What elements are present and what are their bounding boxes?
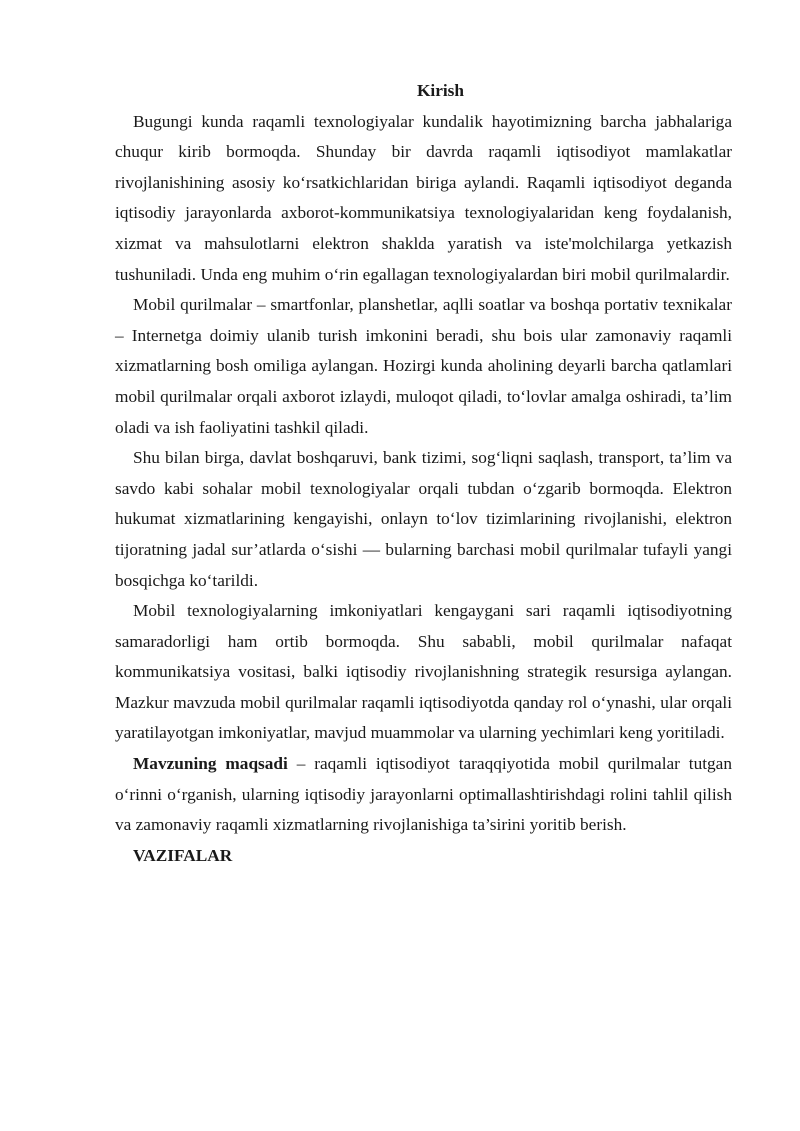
purpose-label: Mavzuning maqsadi xyxy=(133,754,288,774)
tasks-heading: VAZIFALAR xyxy=(133,845,233,865)
paragraph-purpose xyxy=(115,749,732,841)
paragraph-efficiency: Mobil texnologiyalarning imkoniyatlari kengaygani sari raqamli iqtisodiyotning samaradorligi ham ortib bormoqda. Shu sababli, mobil qurilmalar nafaqat kommunikatsiya vositasi, balki iqtisodiy rivojlanishning strategik resursiga aylangan. Mazkur mavzuda mobil qurilmalar raqamli iqtisodiyotda qanday rol oʻynashi, ular orqali yaratilayotgan imkoniyatlar, mavjud muammolar va ularning yechimlari keng yoritiladi. xyxy=(115,601,732,743)
document-page xyxy=(115,76,732,871)
purpose-text: – raqamli iqtisodiyot taraqqiyotida mobil qurilmalar tutgan oʻrinni oʻrganish, ularning iqtisodiy jarayonlarni optimallashtirishdagi rolini tahlil qilish va zamonaviy raqamli xizmatlarning rivojlanishiga ta’sirini yoritib berish. xyxy=(115,754,732,835)
paragraph-intro: Bugungi kunda raqamli texnologiyalar kundalik hayotimizning barcha jabhalariga chuqur kirib bormoqda. Shunday bir davrda raqamli iqtisodiyot mamlakatlar rivojlanishining asosiy koʻrsatkichlaridan biriga aylandi. Raqamli iqtisodiyot deganda iqtisodiy jarayonlarda axborot-kommunikatsiya texnologiyalaridan keng foydalanish, xizmat va mahsulotlarni elektron shaklda yaratish va iste'molchilarga yetkazish tushuniladi. Unda eng muhim oʻrin egallagan texnologiyalardan biri mobil qurilmalardir. xyxy=(115,111,732,284)
paragraph-mobile-devices: Mobil qurilmalar – smartfonlar, planshetlar, aqlli soatlar va boshqa portativ texnikalar – Internetga doimiy ulanib turish imkonini beradi, shu bois ular zamonaviy raqamli xizmatlarning bosh omiliga aylangan. Hozirgi kunda aholining deyarli barcha qatlamlari mobil qurilmalar orqali axborot izlaydi, muloqot qiladi, toʻlovlar amalga oshiradi, ta’lim oladi va ish faoliyatini tashkil qiladi. xyxy=(115,295,732,437)
paragraph-sectors: Shu bilan birga, davlat boshqaruvi, bank tizimi, sogʻliqni saqlash, transport, ta’lim va savdo kabi sohalar mobil texnologiyalar orqali tubdan oʻzgarib bormoqda. Elektron hukumat xizmatlarining kengayishi, onlayn toʻlov tizimlarining rivojlanishi, elektron tijoratning jadal sur’atlarda oʻsishi — bularning barchasi mobil qurilmalar tufayli yangi bosqichga koʻtarildi. xyxy=(115,448,732,590)
document-title: Kirish xyxy=(416,81,465,100)
